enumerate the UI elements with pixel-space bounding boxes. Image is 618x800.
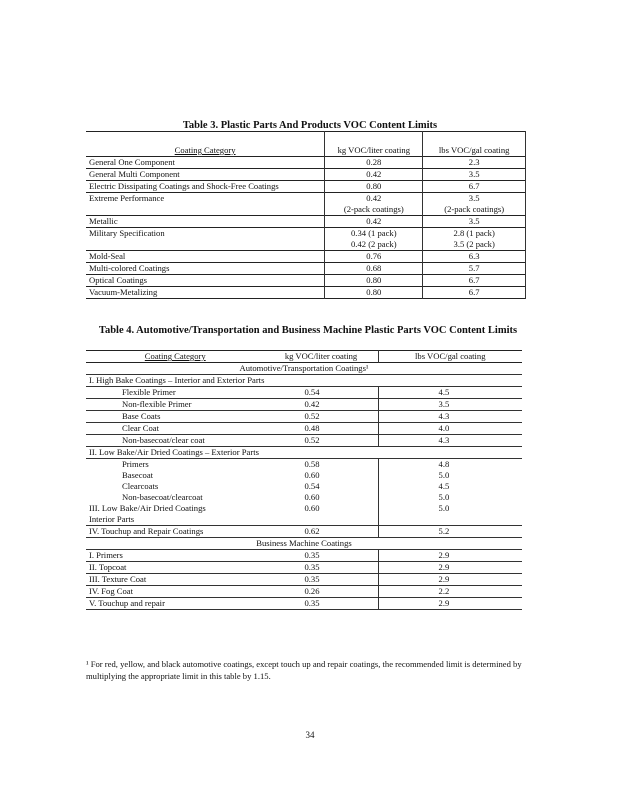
table4-cell-kg: 0.35 bbox=[304, 550, 320, 560]
table-row bbox=[86, 387, 522, 399]
table3-header-row bbox=[86, 132, 526, 157]
table4-cell-kg: 0.42 bbox=[304, 399, 320, 409]
table-row bbox=[86, 228, 526, 251]
table3-cell-lbs bbox=[423, 228, 526, 251]
table3-cell-category: General Multi Component bbox=[89, 169, 180, 179]
table-row bbox=[86, 251, 526, 263]
table4-cell-kg: 0.52 bbox=[304, 435, 320, 445]
table3-note: 0.42 (2 pack) bbox=[351, 239, 397, 249]
table3-cell-lbs: 2.3 bbox=[423, 157, 526, 169]
table4-header-lbs: lbs VOC/gal coating bbox=[378, 351, 522, 363]
table4-cell-kg: 0.48 bbox=[304, 423, 320, 433]
table4-cell-lbs: 2.9 bbox=[378, 574, 522, 586]
table4-header-category: Coating Category bbox=[144, 351, 206, 361]
table-row bbox=[86, 181, 526, 193]
table-row bbox=[86, 423, 522, 435]
table3-cell-kg: 0.42 bbox=[325, 216, 423, 228]
table3-cell-kg: 0.80 bbox=[325, 275, 423, 287]
table3-cell-kg bbox=[325, 228, 423, 251]
table-row bbox=[86, 157, 526, 169]
table-row bbox=[86, 481, 522, 492]
table4-cell-lbs: 2.2 bbox=[378, 586, 522, 598]
table-row bbox=[86, 435, 522, 447]
table3-value: 3.5 bbox=[468, 193, 480, 203]
table3-cell-category: Military Specification bbox=[89, 228, 165, 238]
table4-cell-category: III. Texture Coat bbox=[89, 574, 147, 584]
table4-cell-lbs: 2.9 bbox=[378, 550, 522, 562]
table4-cell-category: Non-flexible Primer bbox=[122, 399, 192, 409]
table3-caption: Table 3. Plastic Parts And Products VOC Content Limits bbox=[182, 120, 438, 131]
table3-cell-lbs: 3.5 bbox=[423, 169, 526, 181]
table4-cell-empty bbox=[264, 514, 378, 526]
table4-cell-lbs: 4.3 bbox=[378, 411, 522, 423]
table4-cell-category: Non-basecoat/clearcoat bbox=[122, 492, 203, 502]
table3-cell-kg: 0.68 bbox=[325, 263, 423, 275]
table4-cell-kg: 0.54 bbox=[304, 387, 320, 397]
table4-footnote: ¹ For red, yellow, and black automotive coatings, except touch up and repair coatings, the recommended limit is determined by multiplying the appropriate limit in this table by 1.15. bbox=[86, 659, 522, 681]
table4-cell-lbs: 4.3 bbox=[378, 435, 522, 447]
table-row bbox=[86, 169, 526, 181]
table3-cell-lbs: 6.7 bbox=[423, 287, 526, 299]
table4-cell-category: IV. Fog Coat bbox=[89, 586, 134, 596]
table4-cell-lbs: 4.0 bbox=[378, 423, 522, 435]
table4-caption: Table 4. Automotive/Transportation and Business Machine Plastic Parts VOC Content Limits bbox=[98, 325, 518, 336]
table3-note: (2-pack coatings) bbox=[444, 204, 505, 214]
table-row bbox=[86, 574, 522, 586]
table3-cell-kg bbox=[325, 193, 423, 216]
table3-cell-category: Vacuum-Metalizing bbox=[89, 287, 158, 297]
table4-cell-lbs: 2.9 bbox=[378, 598, 522, 610]
table-row bbox=[86, 586, 522, 598]
table4-cell-category: Interior Parts bbox=[89, 514, 135, 524]
table3-cell-kg: 0.28 bbox=[325, 157, 423, 169]
table3-value: 0.42 bbox=[366, 193, 382, 203]
table4-cell-lbs: 4.5 bbox=[378, 481, 522, 492]
table4-group-row bbox=[86, 375, 522, 387]
table3-cell-category: Electric Dissipating Coatings and Shock-Free Coatings bbox=[89, 181, 279, 191]
table3-header-category: Coating Category bbox=[174, 145, 236, 155]
table4-cell-kg: 0.60 bbox=[304, 492, 320, 502]
table4-cell-kg: 0.60 bbox=[304, 470, 320, 480]
table3-cell-kg: 0.80 bbox=[325, 181, 423, 193]
table4-cell-kg: 0.26 bbox=[304, 586, 320, 596]
table4-cell-kg: 0.35 bbox=[304, 574, 320, 584]
table4 bbox=[86, 350, 522, 610]
table4-cell-category: Clearcoats bbox=[122, 481, 159, 491]
table-row bbox=[86, 399, 522, 411]
table-row bbox=[86, 526, 522, 538]
table4-cell-lbs: 5.2 bbox=[378, 526, 522, 538]
table3-cell-kg: 0.76 bbox=[325, 251, 423, 263]
table-row bbox=[86, 216, 526, 228]
page-number: 34 bbox=[305, 730, 315, 740]
table3-cell-category: General One Component bbox=[89, 157, 175, 167]
table-row bbox=[86, 275, 526, 287]
table3 bbox=[86, 131, 526, 299]
table3-header-kg: kg VOC/liter coating bbox=[325, 132, 423, 157]
table-row bbox=[86, 562, 522, 574]
table4-cell-lbs: 5.0 bbox=[378, 470, 522, 481]
table4-cell-kg: 0.60 bbox=[304, 503, 320, 513]
table3-cell-category: Optical Coatings bbox=[89, 275, 147, 285]
table3-value: 0.34 (1 pack) bbox=[351, 228, 397, 238]
table4-cell-kg: 0.52 bbox=[304, 411, 320, 421]
table3-cell-kg: 0.42 bbox=[325, 169, 423, 181]
table3-cell-kg: 0.80 bbox=[325, 287, 423, 299]
table3-value: 2.8 (1 pack) bbox=[453, 228, 495, 238]
table4-cell-kg: 0.54 bbox=[304, 481, 320, 491]
table4-cell-category: V. Touchup and repair bbox=[89, 598, 165, 608]
table-row bbox=[86, 514, 522, 526]
table-row bbox=[86, 503, 522, 514]
group-heading: I. High Bake Coatings – Interior and Exterior Parts bbox=[89, 375, 265, 385]
table-row bbox=[86, 550, 522, 562]
table-row bbox=[86, 470, 522, 481]
table3-cell-lbs: 5.7 bbox=[423, 263, 526, 275]
table4-cell-empty bbox=[378, 514, 522, 526]
table4-cell-category: Flexible Primer bbox=[122, 387, 176, 397]
table3-cell-lbs bbox=[423, 193, 526, 216]
table4-cell-lbs: 3.5 bbox=[378, 399, 522, 411]
table-row bbox=[86, 492, 522, 503]
group-heading: II. Low Bake/Air Dried Coatings – Exterior Parts bbox=[89, 447, 259, 457]
table-row bbox=[86, 598, 522, 610]
table4-section-automotive bbox=[86, 363, 522, 375]
table3-note: (2-pack coatings) bbox=[343, 204, 404, 214]
table3-cell-category: Metallic bbox=[89, 216, 118, 226]
table4-cell-lbs: 5.0 bbox=[378, 492, 522, 503]
table3-cell-category: Multi-colored Coatings bbox=[89, 263, 170, 273]
table4-cell-category: Non-basecoat/clear coat bbox=[122, 435, 205, 445]
table4-cell-lbs: 2.9 bbox=[378, 562, 522, 574]
table4-cell-lbs: 4.8 bbox=[378, 459, 522, 471]
table4-header-row bbox=[86, 351, 522, 363]
table3-cell-lbs: 3.5 bbox=[423, 216, 526, 228]
table-row bbox=[86, 287, 526, 299]
table-row bbox=[86, 193, 526, 216]
table4-group-row bbox=[86, 447, 522, 459]
table3-header-lbs: lbs VOC/gal coating bbox=[423, 132, 526, 157]
table4-cell-category: Clear Coat bbox=[122, 423, 159, 433]
table4-cell-lbs: 5.0 bbox=[378, 503, 522, 514]
table-row bbox=[86, 411, 522, 423]
table3-cell-lbs: 6.3 bbox=[423, 251, 526, 263]
table4-cell-kg: 0.35 bbox=[304, 562, 320, 572]
table4-cell-category: II. Topcoat bbox=[89, 562, 127, 572]
table3-cell-lbs: 6.7 bbox=[423, 275, 526, 287]
table3-cell-category: Mold-Seal bbox=[89, 251, 126, 261]
section-heading: Business Machine Coatings bbox=[256, 538, 352, 548]
section-heading: Automotive/Transportation Coatings¹ bbox=[239, 363, 369, 373]
table4-cell-kg: 0.62 bbox=[304, 526, 320, 536]
table4-cell-category: IV. Touchup and Repair Coatings bbox=[89, 526, 204, 536]
table4-cell-kg: 0.58 bbox=[304, 459, 320, 469]
table4-cell-category: Base Coats bbox=[122, 411, 161, 421]
table4-cell-category: Basecoat bbox=[122, 470, 154, 480]
table4-header-kg: kg VOC/liter coating bbox=[284, 351, 358, 361]
table4-section-business bbox=[86, 538, 522, 550]
table3-cell-category: Extreme Performance bbox=[89, 193, 165, 203]
table4-cell-category: I. Primers bbox=[89, 550, 123, 560]
table-row bbox=[86, 459, 522, 471]
table4-cell-category: Primers bbox=[122, 459, 149, 469]
table3-note: 3.5 (2 pack) bbox=[453, 239, 495, 249]
table4-cell-category: III. Low Bake/Air Dried Coatings bbox=[89, 503, 206, 513]
table4-cell-kg: 0.35 bbox=[304, 598, 320, 608]
table-row bbox=[86, 263, 526, 275]
table4-cell-lbs: 4.5 bbox=[378, 387, 522, 399]
table3-cell-lbs: 6.7 bbox=[423, 181, 526, 193]
